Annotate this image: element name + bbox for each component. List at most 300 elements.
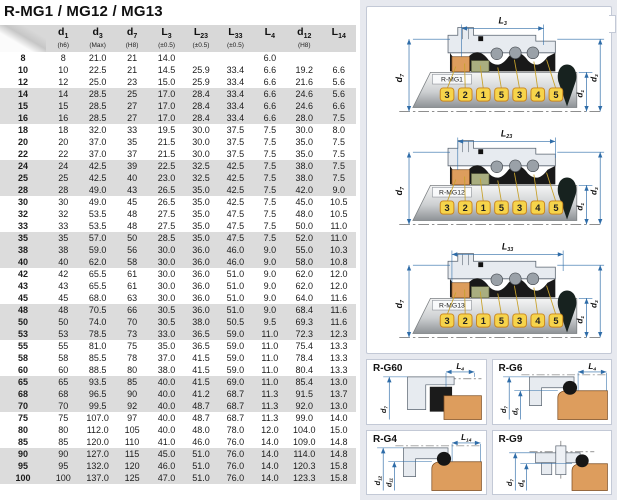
value-cell: 10.5 — [329, 209, 348, 219]
value-cell: 55 — [58, 341, 69, 351]
value-cell: 30.0 — [157, 293, 176, 303]
size-cell: 20 — [17, 137, 28, 147]
value-cell: 32 — [58, 209, 69, 219]
value-cell: 97 — [127, 413, 138, 423]
value-cell: 49.0 — [88, 197, 107, 207]
value-cell: 55.0 — [287, 244, 321, 256]
value-cell: 32.5 — [184, 172, 218, 184]
value-cell: 90 — [115, 388, 149, 400]
top-dim-label: L14 — [461, 432, 472, 443]
right-dim-label: d3 — [588, 74, 600, 83]
value-cell: 7.5 — [263, 125, 277, 135]
column-header-L33: $L_{33}$ (±0.5) — [218, 25, 252, 52]
value-cell: 14.0 — [157, 53, 176, 63]
value-cell: 62.0 — [295, 269, 314, 279]
value-cell: 21.5 — [157, 137, 176, 147]
size-cell: 22 — [17, 149, 28, 159]
value-cell: 109.0 — [293, 437, 316, 447]
value-cell: 10 — [58, 65, 69, 75]
value-cell: 37.0 — [88, 149, 107, 159]
table-row-50 — [0, 316, 356, 328]
value-cell: 76.0 — [218, 448, 252, 460]
value-cell: 35.0 — [157, 341, 176, 351]
left-dim-label: d7 — [394, 300, 406, 309]
value-cell: 9.0 — [263, 281, 277, 291]
value-cell: 21 — [127, 53, 138, 63]
value-cell: 7.5 — [322, 112, 357, 124]
table-row-55 — [0, 340, 356, 352]
column-header-L23: $L_{23}$ (±0.5) — [184, 25, 218, 52]
value-cell: 24.6 — [287, 100, 321, 112]
value-cell: 50.0 — [295, 221, 314, 231]
value-cell: 30.5 — [149, 316, 183, 328]
value-cell: 13.3 — [329, 353, 348, 363]
size-cell: 18 — [17, 125, 28, 135]
value-cell: 69.3 — [287, 316, 321, 328]
value-cell: 65 — [46, 376, 80, 388]
value-cell: 70.5 — [80, 304, 114, 316]
value-cell: 14.5 — [157, 65, 176, 75]
value-cell: 41.5 — [192, 353, 210, 363]
value-cell: 40.0 — [157, 425, 176, 435]
size-cell: 24 — [0, 160, 46, 172]
value-cell: 75 — [58, 413, 69, 423]
value-cell: 75.4 — [295, 341, 314, 351]
value-cell: 7.5 — [253, 184, 287, 196]
dim-label: d6 — [509, 408, 520, 416]
value-cell: 48.0 — [192, 425, 210, 435]
size-cell: 80 — [17, 425, 28, 435]
value-cell: 42.0 — [287, 184, 321, 196]
value-cell: 78.5 — [80, 328, 114, 340]
value-cell: 41.2 — [184, 388, 218, 400]
value-cell: 33.4 — [218, 88, 252, 100]
value-cell: 11.6 — [322, 304, 357, 316]
spring-coil — [509, 273, 521, 285]
value-cell: 80 — [58, 425, 69, 435]
value-cell: 9.0 — [322, 184, 357, 196]
value-cell: 74.0 — [80, 316, 114, 328]
value-cell: 40 — [115, 172, 149, 184]
value-cell: 13.3 — [329, 341, 348, 351]
value-cell: 112.0 — [86, 425, 109, 435]
value-cell: 14.0 — [329, 413, 348, 423]
value-cell: 11.0 — [253, 376, 287, 388]
value-cell: 11.0 — [330, 221, 348, 231]
value-cell: 68.0 — [88, 293, 107, 303]
value-cell: 68 — [46, 388, 80, 400]
value-cell: 58 — [115, 256, 149, 268]
value-cell: 9.5 — [253, 316, 287, 328]
value-cell: 30.0 — [192, 137, 210, 147]
value-cell: 35.0 — [295, 149, 314, 159]
value-cell: 7.5 — [263, 221, 277, 231]
value-cell: 30.0 — [157, 269, 176, 279]
value-cell: 42.5 — [80, 160, 114, 172]
size-cell: 40 — [0, 256, 46, 268]
size-cell: 50 — [0, 316, 46, 328]
size-cell: 45 — [17, 293, 28, 303]
value-cell: 17.0 — [149, 100, 183, 112]
value-cell: 15.0 — [157, 77, 176, 87]
value-cell: 37.0 — [88, 137, 107, 147]
value-cell: 104.0 — [293, 425, 316, 435]
table-row-20 — [0, 136, 356, 148]
value-cell: 26.5 — [149, 184, 183, 196]
value-cell: 11.6 — [330, 293, 348, 303]
spring-coil — [527, 47, 539, 59]
value-cell: 30.5 — [149, 304, 183, 316]
value-cell: 6.6 — [263, 65, 277, 75]
right-dim-label: d3 — [588, 187, 600, 196]
value-cell — [322, 52, 357, 64]
badge-number: 4 — [535, 90, 541, 101]
detail-panel-r-g60 — [366, 359, 487, 425]
badge-number: 4 — [535, 316, 541, 327]
value-cell: 28.5 — [80, 112, 114, 124]
value-cell: 92 — [115, 400, 149, 412]
value-cell: 17.0 — [149, 88, 183, 100]
size-cell: 33 — [17, 221, 28, 231]
value-cell: 48.0 — [295, 209, 314, 219]
value-cell: 40.0 — [149, 400, 183, 412]
value-cell: 14 — [46, 88, 80, 100]
drive-pin — [478, 36, 483, 41]
value-cell: 50 — [46, 316, 80, 328]
size-cell: 60 — [17, 365, 28, 375]
value-cell: 6.6 — [332, 65, 345, 75]
table-row-48 — [0, 304, 356, 316]
spring-coil — [491, 48, 503, 60]
value-cell: 28.4 — [184, 100, 218, 112]
value-cell: 5.6 — [322, 88, 357, 100]
value-cell: 75 — [127, 341, 138, 351]
size-cell: 53 — [0, 328, 46, 340]
value-cell: 32.5 — [184, 160, 218, 172]
value-cell: 11.3 — [253, 400, 287, 412]
value-cell: 6.6 — [253, 88, 287, 100]
badge-number: 5 — [498, 90, 505, 101]
value-cell — [184, 52, 218, 64]
value-cell: 42 — [58, 269, 69, 279]
value-cell: 16 — [46, 112, 80, 124]
value-cell: 68.7 — [226, 413, 245, 423]
table-row-24 — [0, 160, 356, 172]
size-cell: 55 — [17, 341, 28, 351]
badge-number: 2 — [462, 316, 468, 327]
value-cell: 45.0 — [295, 197, 314, 207]
seat-ring — [572, 463, 607, 490]
badge-number: 5 — [498, 203, 505, 214]
value-cell: 81.0 — [88, 341, 107, 351]
table-row-58 — [0, 352, 356, 364]
value-cell: 80 — [127, 365, 138, 375]
value-cell: 22.5 — [149, 160, 183, 172]
column-header-L3: $L_3$ (±0.5) — [149, 25, 183, 52]
value-cell: 48.7 — [184, 400, 218, 412]
dim-label: d7 — [498, 406, 509, 414]
seat-ring — [444, 396, 481, 420]
value-cell: 91.5 — [287, 388, 321, 400]
value-cell: 92.0 — [287, 400, 321, 412]
table-body — [0, 52, 356, 484]
value-cell: 60 — [58, 365, 69, 375]
page-title: R-MG1 / MG12 / MG13 — [4, 3, 163, 20]
value-cell: 47.5 — [226, 221, 245, 231]
value-cell: 35.0 — [184, 184, 218, 196]
value-cell: 38.0 — [184, 316, 218, 328]
detail-panel-r-g6 — [492, 359, 613, 425]
value-cell: 41.0 — [157, 437, 176, 447]
value-cell: 69.0 — [218, 376, 252, 388]
value-cell: 33 — [58, 221, 69, 231]
value-cell: 76.0 — [218, 460, 252, 472]
size-cell: 100 — [0, 472, 46, 484]
table-row-45 — [0, 292, 356, 304]
value-cell: 27 — [115, 100, 149, 112]
value-cell: 123.3 — [287, 472, 321, 484]
badge-number: 5 — [498, 316, 505, 327]
value-cell: 47.5 — [226, 209, 245, 219]
value-cell: 95 — [46, 460, 80, 472]
value-cell: 24.6 — [287, 88, 321, 100]
value-cell: 33 — [127, 125, 138, 135]
value-cell: 17.0 — [149, 112, 183, 124]
table-row-22 — [0, 148, 356, 160]
value-cell: 47.5 — [218, 232, 252, 244]
value-cell: 7.5 — [322, 160, 357, 172]
value-cell: 36.0 — [192, 281, 210, 291]
value-cell: 73 — [115, 328, 149, 340]
value-cell: 132.0 — [80, 460, 114, 472]
value-cell: 37 — [127, 149, 138, 159]
size-cell: 16 — [0, 112, 46, 124]
value-cell: 38.0 — [287, 160, 321, 172]
size-cell: 85 — [17, 437, 28, 447]
value-cell: 9.0 — [263, 269, 277, 279]
value-cell: 72.3 — [287, 328, 321, 340]
value-cell: 35.0 — [192, 209, 210, 219]
table-row-33 — [0, 220, 356, 232]
value-cell: 23.0 — [149, 172, 183, 184]
value-cell: 115 — [115, 448, 149, 460]
table-row-80 — [0, 424, 356, 436]
value-cell: 12.0 — [261, 425, 279, 435]
table-header-row — [0, 25, 356, 52]
value-cell: 14.0 — [253, 460, 287, 472]
value-cell: 62.0 — [80, 256, 114, 268]
value-cell: 14.8 — [329, 437, 348, 447]
badge-number: 2 — [462, 203, 468, 214]
value-cell: 46.0 — [218, 256, 252, 268]
value-cell — [218, 52, 252, 64]
badge-number: 5 — [553, 90, 559, 101]
value-cell: 50.5 — [218, 316, 252, 328]
size-cell: 43 — [17, 281, 28, 291]
value-cell: 59.0 — [226, 365, 245, 375]
value-cell: 21.6 — [295, 77, 314, 87]
value-cell: 11.0 — [322, 232, 357, 244]
dim-label: d7 — [379, 406, 389, 414]
value-cell: 51.0 — [226, 281, 245, 291]
value-cell: 33.0 — [149, 328, 183, 340]
table-row-43 — [0, 280, 356, 292]
value-cell: 30.0 — [149, 256, 183, 268]
value-cell: 57.0 — [80, 232, 114, 244]
value-cell: 35.0 — [192, 197, 210, 207]
size-cell: 14 — [0, 88, 46, 100]
value-cell: 85 — [115, 376, 149, 388]
value-cell: 8 — [60, 53, 66, 63]
value-cell: 61 — [127, 281, 138, 291]
value-cell: 39 — [115, 160, 149, 172]
value-cell: 58 — [58, 353, 69, 363]
value-cell: 85.4 — [287, 376, 321, 388]
value-cell: 35.0 — [295, 137, 314, 147]
value-cell: 28.4 — [184, 112, 218, 124]
spring-coil — [509, 160, 521, 172]
gland-housing — [448, 27, 555, 52]
badge-number: 1 — [480, 203, 486, 214]
value-cell: 10.8 — [322, 256, 357, 268]
value-cell: 5.6 — [332, 77, 345, 87]
value-cell: 8.0 — [332, 125, 345, 135]
value-cell: 46.0 — [192, 437, 210, 447]
value-cell: 120 — [115, 460, 149, 472]
value-cell: 38.0 — [157, 365, 176, 375]
value-cell: 65.5 — [88, 269, 107, 279]
value-cell: 64.0 — [295, 293, 314, 303]
value-cell: 6.6 — [253, 112, 287, 124]
value-cell: 40.0 — [157, 413, 176, 423]
value-cell: 7.5 — [263, 209, 277, 219]
value-cell: 36.0 — [192, 269, 210, 279]
value-cell: 41.5 — [184, 376, 218, 388]
value-cell: 78.0 — [226, 425, 245, 435]
value-cell: 33.4 — [218, 100, 252, 112]
spring-coil — [491, 274, 503, 286]
size-cell: 70 — [0, 400, 46, 412]
value-cell: 30.0 — [192, 125, 210, 135]
value-cell: 12.0 — [329, 281, 348, 291]
table-header — [0, 25, 356, 52]
table-row-18 — [0, 124, 356, 136]
value-cell: 43 — [115, 184, 149, 196]
value-cell: 30.0 — [295, 125, 314, 135]
dimensions-table — [0, 25, 356, 484]
value-cell: 120.0 — [86, 437, 109, 447]
drive-pin — [478, 262, 483, 267]
table-row-100 — [0, 472, 356, 484]
seal-diagram-r-mg1 — [370, 9, 608, 122]
size-cell: 25 — [0, 172, 46, 184]
badge-number: 3 — [517, 90, 523, 101]
value-cell: 13.0 — [322, 400, 357, 412]
value-cell: 80.4 — [295, 365, 314, 375]
value-cell: 14.0 — [253, 472, 287, 484]
value-cell: 15.0 — [329, 425, 348, 435]
table-row-65 — [0, 376, 356, 388]
value-cell: 25.9 — [192, 77, 210, 87]
value-cell: 40 — [46, 256, 80, 268]
value-cell: 27.5 — [157, 209, 176, 219]
value-cell: 18 — [58, 125, 69, 135]
badge-number: 3 — [444, 90, 450, 101]
value-cell: 15.8 — [322, 472, 357, 484]
detail-panels-grid — [366, 359, 612, 495]
value-cell: 7.5 — [332, 149, 345, 159]
value-cell: 51.0 — [184, 460, 218, 472]
size-cell: 65 — [0, 376, 46, 388]
badge-number: 1 — [480, 90, 486, 101]
value-cell: 110 — [124, 437, 140, 447]
badge-number: 4 — [535, 203, 541, 214]
value-cell: 50 — [115, 232, 149, 244]
table-row-75 — [0, 412, 356, 424]
size-cell: 35 — [0, 232, 46, 244]
detail-panel-title: R-G4 — [373, 433, 397, 445]
value-cell: 9.0 — [263, 293, 277, 303]
value-cell: 7.5 — [332, 137, 345, 147]
value-cell: 25.0 — [88, 77, 107, 87]
value-cell: 19.5 — [157, 125, 176, 135]
column-header-L4: $L_4$ — [253, 25, 287, 52]
size-cell: 30 — [17, 197, 28, 207]
table-row-12 — [0, 76, 356, 88]
column-header-d3: $d_3$ (Max) — [80, 25, 114, 52]
value-cell: 38.0 — [287, 172, 321, 184]
gland-housing — [448, 253, 555, 278]
table-row-85 — [0, 436, 356, 448]
value-cell: 30 — [58, 197, 69, 207]
value-cell: 35.0 — [184, 232, 218, 244]
value-cell — [287, 52, 321, 64]
value-cell: 56 — [115, 244, 149, 256]
diagram-label: R-MG12 — [439, 189, 465, 197]
value-cell: 36.5 — [184, 328, 218, 340]
value-cell: 14.0 — [253, 448, 287, 460]
table-row-28 — [0, 184, 356, 196]
badge-number: 1 — [480, 316, 486, 327]
value-cell: 51.0 — [226, 269, 245, 279]
value-cell: 28.5 — [80, 88, 114, 100]
table-row-32 — [0, 208, 356, 220]
badge-number: 3 — [444, 203, 450, 214]
value-cell: 47.0 — [149, 472, 183, 484]
value-cell: 9.0 — [253, 304, 287, 316]
value-cell: 68.7 — [218, 388, 252, 400]
panel-notch — [609, 15, 616, 33]
value-cell: 14.0 — [261, 437, 279, 447]
corner-cell — [0, 25, 46, 52]
dim-label: d7 — [504, 478, 515, 486]
value-cell: 22 — [58, 149, 69, 159]
value-cell: 36.0 — [184, 256, 218, 268]
value-cell: 93.5 — [80, 376, 114, 388]
value-cell: 11.0 — [253, 328, 287, 340]
detail-panel-r-g9 — [492, 430, 613, 496]
value-cell: 7.5 — [263, 197, 277, 207]
value-cell: 13.7 — [322, 388, 357, 400]
value-cell: 45.0 — [149, 448, 183, 460]
value-cell: 11.0 — [261, 341, 279, 351]
value-cell: 11.0 — [261, 353, 279, 363]
value-cell: 11.3 — [253, 388, 287, 400]
value-cell: 88.5 — [88, 365, 107, 375]
badge-number: 3 — [517, 316, 523, 327]
value-cell: 59.0 — [226, 341, 245, 351]
value-cell: 105 — [124, 425, 140, 435]
